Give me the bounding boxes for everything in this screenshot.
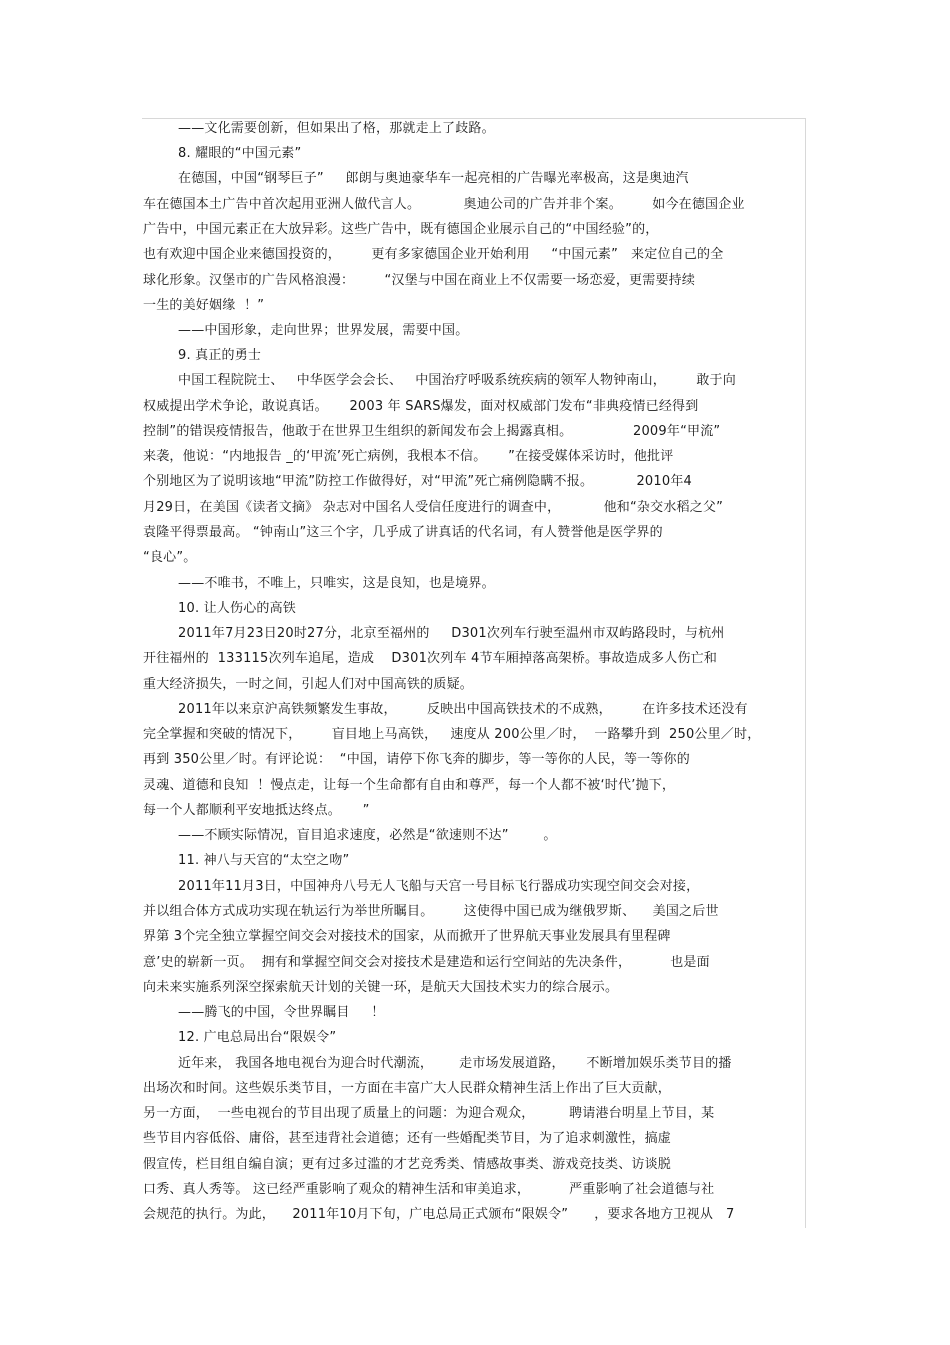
- text-line: 每一个人都顺利平安地抵达终点。 ”: [143, 803, 370, 818]
- text-line: 袁隆平得票最高。 “钟南山”这三个字，几乎成了讲真话的代名词，有人赞誉他是医学界的: [143, 525, 663, 540]
- text-line: 控制”的错误疫情报告，他敢于在世界卫生组织的新闻发布会上揭露真相。 2009年“甲流”: [143, 424, 721, 439]
- text-line: 向未来实施系列深空探索航天计划的关键一环，是航天大国技术实力的综合展示。: [143, 980, 619, 995]
- text-line: 2011年11月3日，中国神舟八号无人飞船与天宫一号目标飞行器成功实现空间交会对接，: [178, 879, 700, 894]
- text-line: 2011年7月23日20时27分，北京至福州的 D301次列车行驶至温州市双屿路段时，与杭州: [178, 626, 725, 641]
- text-line: 个别地区为了说明该地“甲流”防控工作做得好，对“甲流”死亡痛例隐瞒不报。 2010年4: [143, 474, 693, 489]
- text-line: 意’史的崭新一页。 拥有和掌握空间交会对接技术是建造和运行空间站的先决条件， 也是面: [143, 955, 710, 970]
- text-line: 权威提出学术争论，敢说真话。 2003 年 SARS爆发，面对权威部门发布“非典疫情已经得到: [143, 399, 699, 414]
- text-line: 些节目内容低俗、庸俗，甚至违背社会道德；还有一些婚配类节目，为了追求刺激性，搞虚: [143, 1131, 672, 1146]
- text-line: 完全掌握和突破的情况下， 盲目地上马高铁， 速度从 200公里／时， 一路攀升到 250公里／时，: [143, 727, 761, 742]
- text-line: ——文化需要创新，但如果出了格，那就走上了歧路。: [178, 121, 495, 136]
- text-line: 近年来， 我国各地电视台为迎合时代潮流， 走市场发展道路， 不断增加娱乐类节目的播: [178, 1056, 732, 1071]
- text-line: “良心”。: [143, 550, 197, 565]
- text-line: ——中国形象，走向世界；世界发展，需要中国。: [178, 323, 469, 338]
- text-line: 灵魂、道德和良知 ！慢点走，让每一个生命都有自由和尊严，每一个人都不被‘时代’抛下，: [143, 778, 676, 793]
- text-line: 会规范的执行。为此， 2011年10月下旬，广电总局正式颁布“限娱令” ，要求各地方卫视从 7: [143, 1207, 735, 1222]
- section-heading: 12. 广电总局出台“限娱令”: [178, 1030, 337, 1045]
- section-heading: 10. 让人伤心的高铁: [178, 601, 297, 616]
- text-line: 车在德国本土广告中首次起用亚洲人做代言人。 奥迪公司的广告并非个案。 如今在德国企业: [143, 197, 745, 212]
- section-heading: 11. 神八与天宫的“太空之吻”: [178, 853, 350, 868]
- section-heading: 9. 真正的勇士: [178, 348, 262, 363]
- text-line: 广告中，中国元素正在大放异彩。这些广告中，既有德国企业展示自己的“中国经验”的，: [143, 222, 659, 237]
- text-line: 2011年以来京沪高铁频繁发生事故， 反映出中国高铁技术的不成熟， 在许多技术还没有: [178, 702, 748, 717]
- text-line: 在德国，中国“钢琴巨子” 郎朗与奥迪豪华车一起亮相的广告曝光率极高，这是奥迪汽: [178, 171, 689, 186]
- text-line: ——不顾实际情况，盲目追求速度，必然是“欲速则不达” 。: [178, 828, 557, 843]
- text-line: 口秀、真人秀等。 这已经严重影响了观众的精神生活和审美追求， 严重影响了社会道德与社: [143, 1182, 715, 1197]
- text-line: 开往福州的 133115次列车追尾，造成 D301次列车 4节车厢掉落高架桥。事故造成多人伤亡和: [143, 651, 718, 666]
- text-line: 再到 350公里／时。有评论说： “中国，请停下你飞奔的脚步，等一等你的人民，等一等你的: [143, 752, 690, 767]
- text-line: 并以组合体方式成功实现在轨运行为举世所瞩目。 这使得中国已成为继俄罗斯、 美国之后世: [143, 904, 719, 919]
- text-line: 另一方面， 一些电视台的节目出现了质量上的问题：为迎合观众， 聘请港台明星上节目，某: [143, 1106, 715, 1121]
- text-line: ——不唯书，不唯上，只唯实，这是良知，也是境界。: [178, 576, 495, 591]
- text-line: 中国工程院院士、 中华医学会会长、 中国治疗呼吸系统疾病的领军人物钟南山， 敢于向: [178, 373, 736, 388]
- text-line: 出场次和时间。这些娱乐类节目，一方面在丰富广大人民群众精神生活上作出了巨大贡献，: [143, 1081, 672, 1096]
- text-line: 来袭，他说：“内地报告 _的‘甲流’死亡病例，我根本不信。 ”在接受媒体采访时，他批评: [143, 449, 674, 464]
- text-line: 一生的美好姻缘 ！”: [143, 298, 265, 313]
- text-line: 重大经济损失，一时之间，引起人们对中国高铁的质疑。: [143, 677, 474, 692]
- text-line: 假宣传，栏目组自编自演；更有过多过滥的才艺竞秀类、情感故事类、游戏竞技类、访谈脱: [143, 1157, 672, 1172]
- section-heading: 8. 耀眼的“中国元素”: [178, 146, 302, 161]
- text-line: 月29日，在美国《读者文摘》 杂志对中国名人受信任度进行的调查中， 他和“杂交水稻之父”: [143, 500, 724, 515]
- text-line: ——腾飞的中国，令世界瞩目 ！: [178, 1005, 385, 1020]
- text-line: 球化形象。汉堡市的广告风格浪漫： “汉堡与中国在商业上不仅需要一场恋爱，更需要持续: [143, 273, 696, 288]
- text-line: 界第 3个完全独立掌握空间交会对接技术的国家，从而掀开了世界航天事业发展具有里程碑: [143, 929, 671, 944]
- text-line: 也有欢迎中国企业来德国投资的， 更有多家德国企业开始利用 “中国元素” 来定位自己的全: [143, 247, 724, 262]
